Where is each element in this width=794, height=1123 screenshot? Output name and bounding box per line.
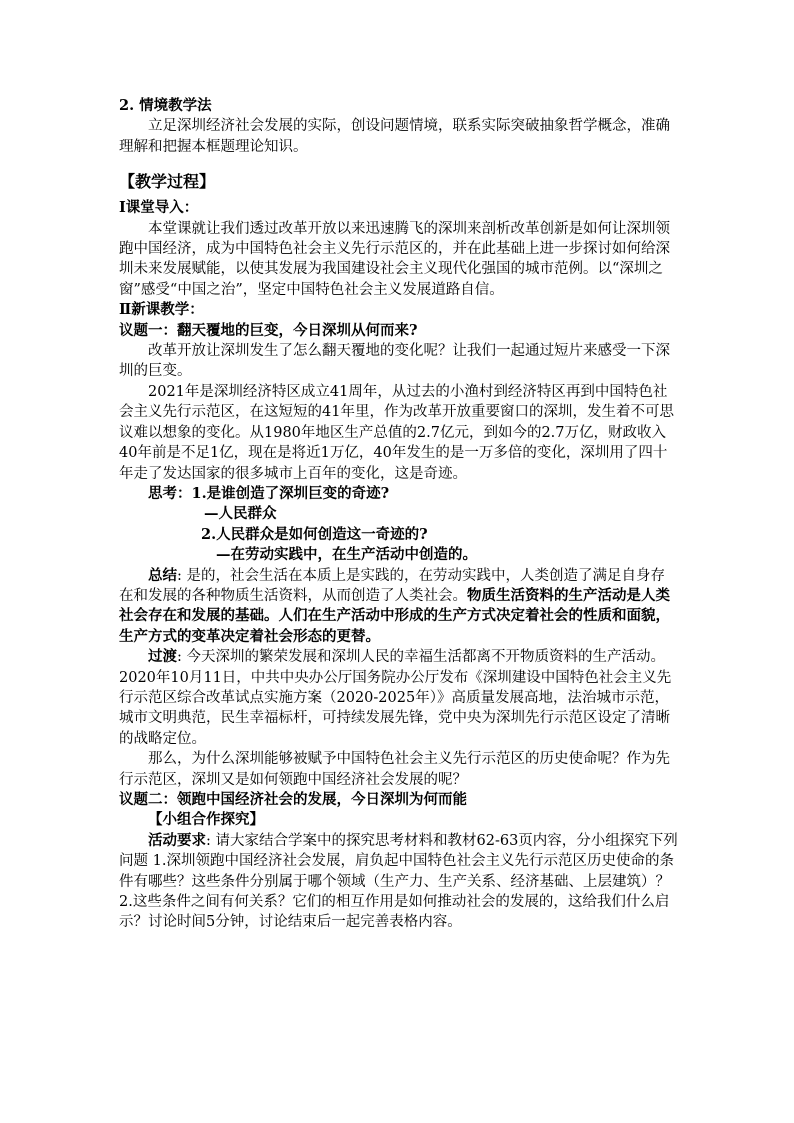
activity-text: : 请大家结合学案中的探究思考材料和教材62-63页内容，分小组探究下列问题 1.深圳领跑中国经济社会发展，肩负起中国特色社会主义先行示范区历史使命的条件有哪些？这些条件分别属于哪个领域（生产力、生产关系、经济基础、上层建筑）？2.这些条件之间有何关系？它们的相互作用是如何推动社会的发展的，这给我们什么启示？讨论时间5分钟，讨论结束后一起完善表格内容。 [119, 832, 678, 931]
new-lesson-heading: Ⅱ新课教学： [119, 301, 204, 319]
method2-title: 2. 情境教学法 [119, 97, 212, 114]
intro-heading: Ⅰ课堂导入： [119, 199, 199, 217]
summary-paragraph [119, 566, 679, 648]
topic2-heading: 议题二：领跑中国经济社会的发展，今日深圳为何而能 [119, 791, 467, 808]
answer1-text: —人民群众 [204, 505, 277, 523]
transition-paragraph [119, 647, 679, 749]
topic1-heading: 议题一：翻天覆地的巨变，今日深圳从何而来? [119, 321, 418, 339]
topic1-para2: 2021年是深圳经济特区成立41周年，从过去的小渔村到经济特区再到中国特色社会主义先行示范区，在这短短的41年里，作为改革开放重要窗口的深圳，发生着不可思议难以想象的变化。从1980年地区生产总值的2.7亿元，到如今的2.7万亿，财政收入40年前是不足1亿，现在是将近1万亿，40年发生的是一万多倍的变化，深圳用了四十年走了发达国家的很多城市上百年的变化，这是奇迹。 [119, 383, 674, 482]
think-label: 思考： [148, 484, 192, 502]
method2-body: 立足深圳经济社会发展的实际，创设问题情境，联系实际突破抽象哲学概念，准确理解和把握本框题理论知识。 [119, 118, 670, 155]
transition-text: : 今天深圳的繁荣发展和深圳人民的幸福生活都离不开物质资料的生产活动。2020年10月11日，中共中央办公厅国务院办公厅发布《深圳建设中国特色社会主义先行示范区综合改革试点实施方案（2020-2025年）》高质量发展高地，法治城市示范，城市文明典范，民生幸福标杆，可持续发展先锋，党中央为深圳先行示范区设定了清晰的战略定位。 [119, 649, 672, 747]
think-question1 [119, 484, 679, 504]
summary-text: : 是的，社会生活在本质上是实践的，在劳动实践中，人类创造了满足自身存在和发展的各种物质生活资料，从而创造了人类社会。 [119, 567, 665, 604]
summary-label: 总结 [148, 566, 177, 584]
topic1-para1: 改革开放让深圳发生了怎么翻天覆地的变化呢？让我们一起通过短片来感受一下深圳的巨变。 [119, 343, 670, 380]
page-content [119, 96, 679, 933]
summary-bold-text: 物质生活资料的生产活动是人类社会存在和发展的基础。人们在生产活动中形成的生产方式决定着社会的性质和面貌，生产方式的变革决定着社会形态的更替。 [119, 586, 670, 645]
teaching-process-heading: 【教学过程】 [119, 172, 216, 192]
question2-text: 2.人民群众是如何创造这一奇迹的? [201, 525, 428, 543]
answer2-text: —在劳动实践中，在生产活动中创造的。 [216, 546, 477, 564]
activity-label: 活动要求 [148, 831, 206, 849]
topic1-para3: 那么，为什么深圳能够被赋予中国特色社会主义先行示范区的历史使命呢？作为先行示范区，深圳又是如何领跑中国经济社会发展的呢？ [119, 751, 670, 788]
group-inquiry-heading: 【小组合作探究】 [148, 811, 264, 829]
question1-text: 1.是谁创造了深圳巨变的奇迹? [191, 484, 390, 502]
intro-body: 本堂课就让我们透过改革开放以来迅速腾飞的深圳来剖析改革创新是如何让深圳领跑中国经济，成为中国特色社会主义先行示范区的，并在此基础上进一步探讨如何给深圳未来发展赋能，以使其发展为我国建设社会主义现代化强国的城市范例。以“深圳之窗”感受“中国之治”，坚定中国特色社会主义发展道路自信。 [119, 220, 670, 298]
activity-paragraph [119, 831, 679, 933]
transition-label: 过渡 [148, 648, 177, 666]
